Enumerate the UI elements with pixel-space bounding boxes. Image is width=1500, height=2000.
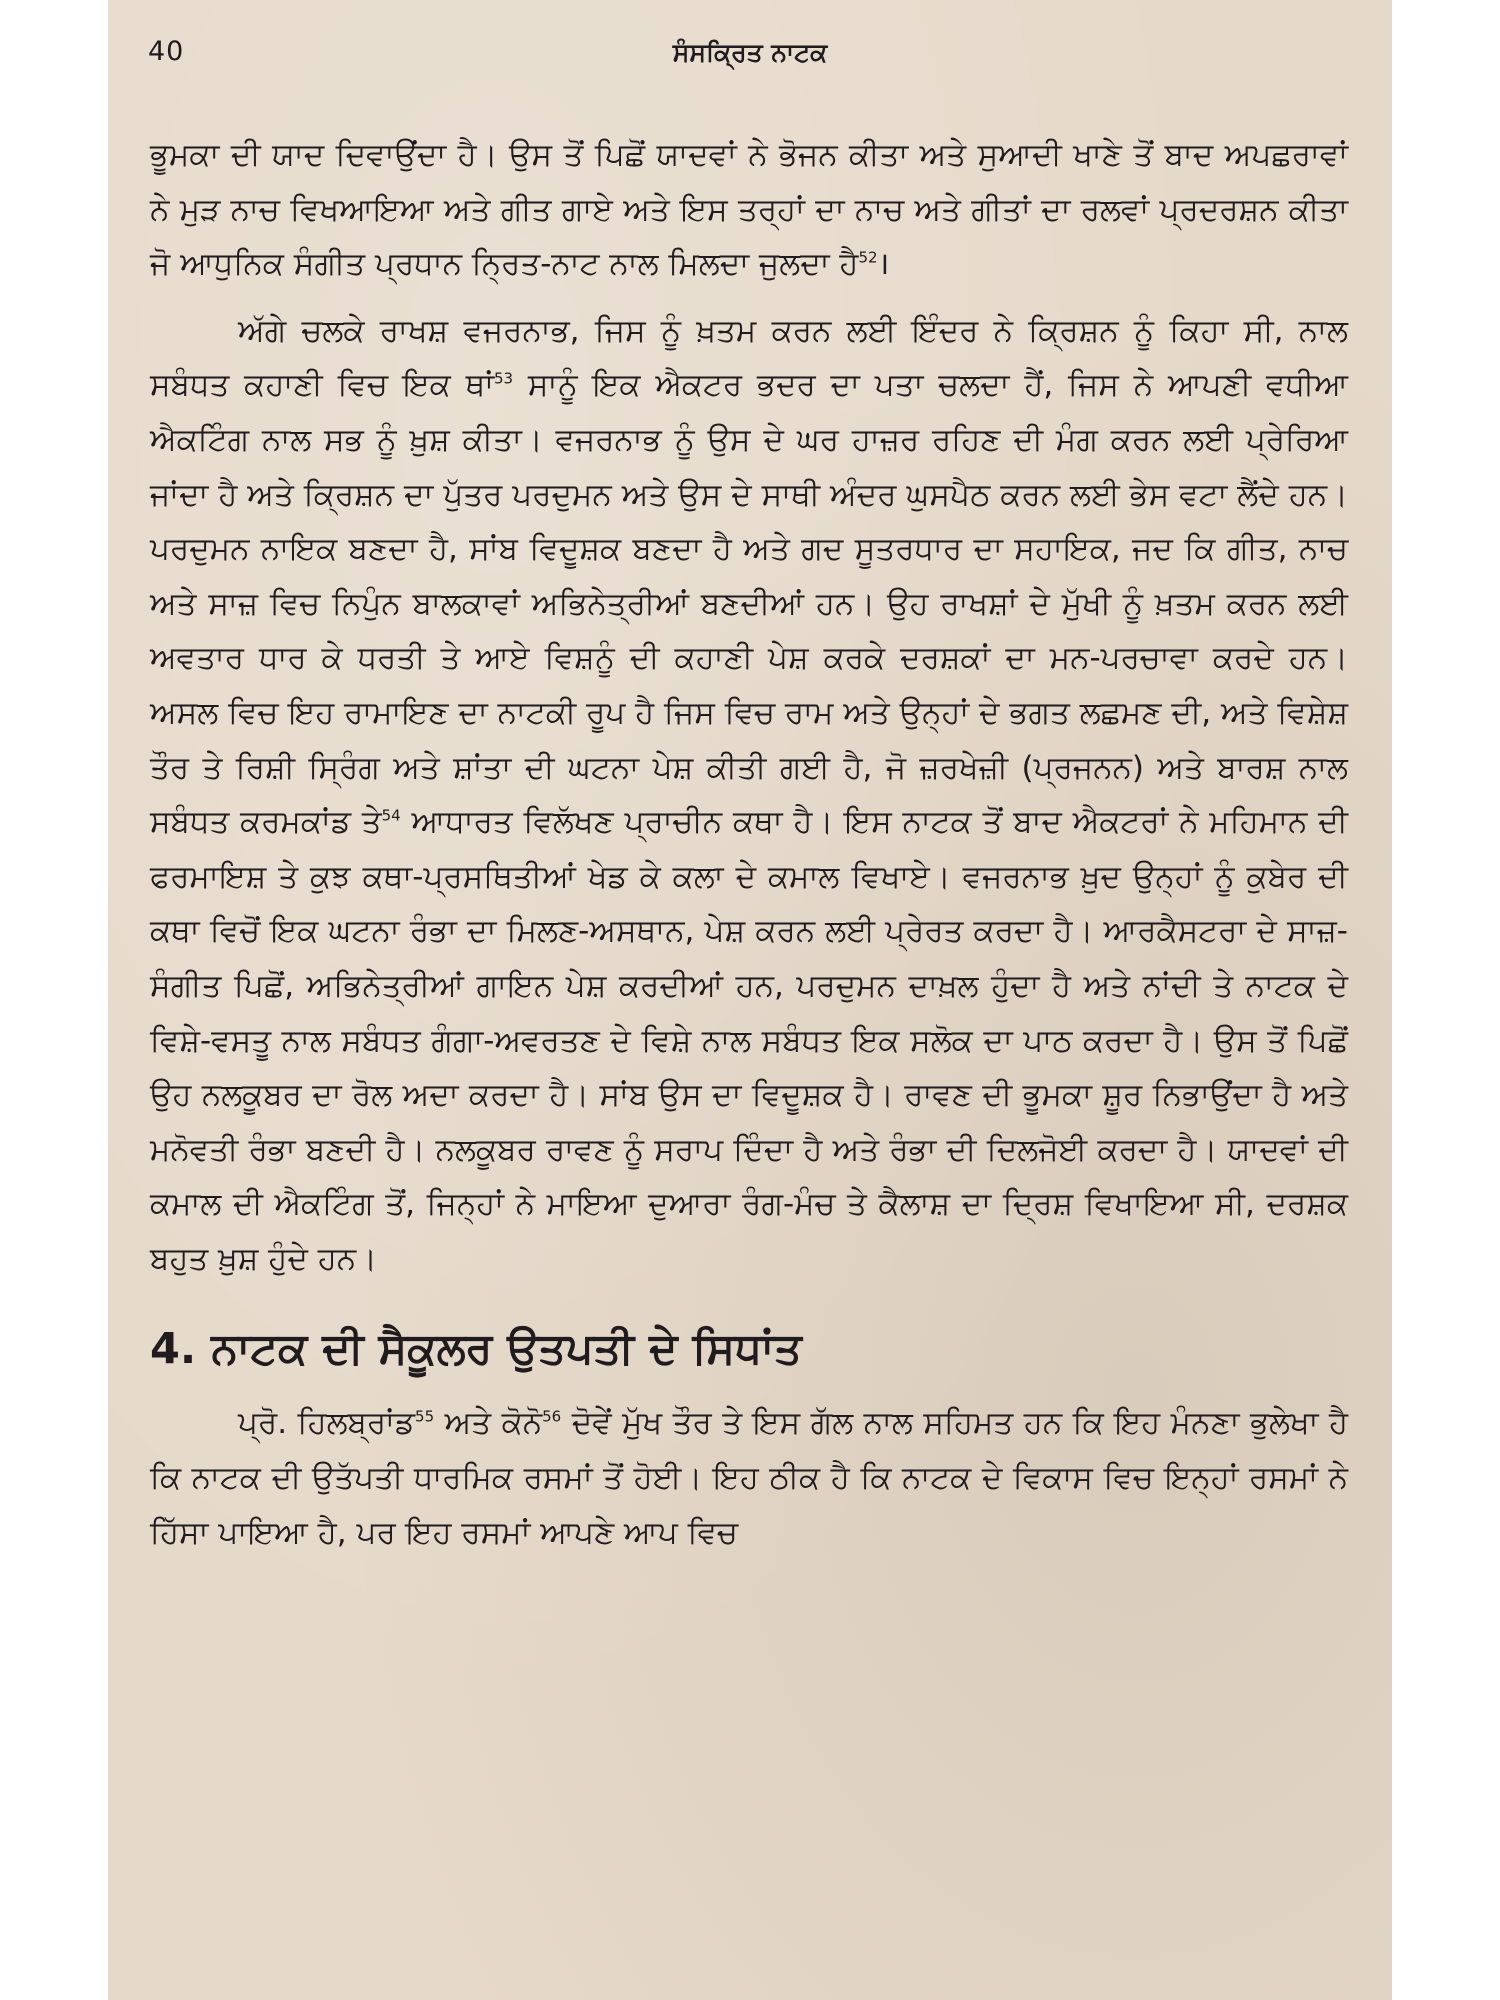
paragraph-text: ਸਾਨੂੰ ਇਕ ਐਕਟਰ ਭਦਰ ਦਾ ਪਤਾ ਚਲਦਾ ਹੈਂ, ਜਿਸ ਨੇ ਆਪਣੀ ਵਧੀਆ ਐਕਟਿੰਗ ਨਾਲ ਸਭ ਨੂੰ ਖ਼ੁਸ਼ ਕੀਤਾ। ਵਜਰਨਾਭ ਨੂੰ ਉਸ ਦੇ ਘਰ ਹਾਜ਼ਰ ਰਹਿਣ ਦੀ ਮੰਗ ਕਰਨ ਲਈ ਪ੍ਰੇਰਿਆ ਜਾਂਦਾ ਹੈ ਅਤੇ ਕ੍ਰਿਸ਼ਨ ਦਾ ਪੁੱਤਰ ਪਰਦੁਮਨ ਅਤੇ ਉਸ ਦੇ ਸਾਥੀ ਅੰਦਰ ਘੁਸਪੈਠ ਕਰਨ ਲਈ ਭੇਸ ਵਟਾ ਲੈਂਦੇ ਹਨ। ਪਰਦੁਮਨ ਨਾਇਕ ਬਣਦਾ ਹੈ, ਸਾਂਬ ਵਿਦੂਸ਼ਕ ਬਣਦਾ ਹੈ ਅਤੇ ਗਦ ਸੂਤਰਧਾਰ ਦਾ ਸਹਾਇਕ, ਜਦ ਕਿ ਗੀਤ, ਨਾਚ ਅਤੇ ਸਾਜ਼ ਵਿਚ ਨਿਪੁੰਨ ਬਾਲਕਾਵਾਂ ਅਭਿਨੇਤ੍ਰੀਆਂ ਬਣਦੀਆਂ ਹਨ। ਉਹ ਰਾਖਸ਼ਾਂ ਦੇ ਮੁੱਖੀ ਨੂੰ ਖ਼ਤਮ ਕਰਨ ਲਈ ਅਵਤਾਰ ਧਾਰ ਕੇ ਧਰਤੀ ਤੇ ਆਏ ਵਿਸ਼ਨੂੰ ਦੀ ਕਹਾਣੀ ਪੇਸ਼ ਕਰਕੇ ਦਰਸ਼ਕਾਂ ਦਾ ਮਨ-ਪਰਚਾਵਾ ਕਰਦੇ ਹਨ। ਅਸਲ ਵਿਚ ਇਹ ਰਾਮਾਇਣ ਦਾ ਨਾਟਕੀ ਰੂਪ ਹੈ ਜਿਸ ਵਿਚ ਰਾਮ ਅਤੇ ਉਨ੍ਹਾਂ ਦੇ ਭਗਤ ਲਛਮਣ ਦੀ, ਅਤੇ ਵਿਸ਼ੇਸ਼ ਤੌਰ ਤੇ ਰਿਸ਼ੀ ਸ੍ਰਿੰਗ ਅਤੇ ਸ਼ਾਂਤਾ ਦੀ ਘਟਨਾ ਪੇਸ਼ ਕੀਤੀ ਗਈ ਹੈ, ਜੋ ਜ਼ਰਖੇਜ਼ੀ (ਪ੍ਰਜਨਨ) ਅਤੇ ਬਾਰਸ਼ ਨਾਲ ਸਬੰਧਤ ਕਰਮਕਾਂਡ ਤੇ (150, 367, 1349, 841)
footnote-marker: 54 (381, 806, 401, 825)
section-heading: 4. ਨਾਟਕ ਦੀ ਸੈਕੂਲਰ ਉਤਪਤੀ ਦੇ ਸਿਧਾਂਤ (150, 1324, 802, 1375)
paragraph-text: ਪ੍ਰੋ. ਹਿਲਬ੍ਰਾਂਡ (238, 1405, 416, 1442)
book-title: ਸੰਸਕ੍ਰਿਤ ਨਾਟਕ (672, 38, 828, 67)
paragraph-text: ਆਧਾਰਤ ਵਿਲੱਖਣ ਪ੍ਰਾਚੀਨ ਕਥਾ ਹੈ। ਇਸ ਨਾਟਕ ਤੋਂ ਬਾਦ ਐਕਟਰਾਂ ਨੇ ਮਹਿਮਾਨ ਦੀ ਫਰਮਾਇਸ਼ ਤੇ ਕੁਝ ਕਥਾ-ਪ੍ਰਸਥਿਤੀਆਂ ਖੇਡ ਕੇ ਕਲਾ ਦੇ ਕਮਾਲ ਵਿਖਾਏ। ਵਜਰਨਾਭ ਖ਼ੁਦ ਉਨ੍ਹਾਂ ਨੂੰ ਕੁਬੇਰ ਦੀ ਕਥਾ ਵਿਚੋਂ ਇਕ ਘਟਨਾ ਰੰਭਾ ਦਾ ਮਿਲਣ-ਅਸਥਾਨ, ਪੇਸ਼ ਕਰਨ ਲਈ ਪ੍ਰੇਰਤ ਕਰਦਾ ਹੈ। ਆਰਕੈਸਟਰਾ ਦੇ ਸਾਜ਼-ਸੰਗੀਤ ਪਿਛੋਂ, ਅਭਿਨੇਤ੍ਰੀਆਂ ਗਾਇਨ ਪੇਸ਼ ਕਰਦੀਆਂ ਹਨ, ਪਰਦੁਮਨ ਦਾਖ਼ਲ ਹੁੰਦਾ ਹੈ ਅਤੇ ਨਾਂਦੀ ਤੇ ਨਾਟਕ ਦੇ ਵਿਸ਼ੇ-ਵਸਤੂ ਨਾਲ ਸਬੰਧਤ ਗੰਗਾ-ਅਵਰਤਣ ਦੇ ਵਿਸ਼ੇ ਨਾਲ ਸਬੰਧਤ ਇਕ ਸਲੋਕ ਦਾ ਪਾਠ ਕਰਦਾ ਹੈ। ਉਸ ਤੋਂ ਪਿਛੋਂ ਉਹ ਨਲਕੂਬਰ ਦਾ ਰੋਲ ਅਦਾ ਕਰਦਾ ਹੈ। ਸਾਂਬ ਉਸ ਦਾ ਵਿਦੂਸ਼ਕ ਹੈ। ਰਾਵਣ ਦੀ ਭੂਮਕਾ ਸ਼ੂਰ ਨਿਭਾਉਂਦਾ ਹੈ ਅਤੇ ਮਨੋਵਤੀ ਰੰਭਾ ਬਣਦੀ ਹੈ। ਨਲਕੂਬਰ ਰਾਵਣ ਨੂੰ ਸਰਾਪ ਦਿੰਦਾ ਹੈ ਅਤੇ ਰੰਭਾ ਦੀ ਦਿਲਜੋਈ ਕਰਦਾ ਹੈ। ਯਾਦਵਾਂ ਦੀ ਕਮਾਲ ਦੀ ਐਕਟਿੰਗ ਤੋਂ, ਜਿਨ੍ਹਾਂ ਨੇ ਮਾਇਆ ਦੁਆਰਾ ਰੰਗ-ਮੰਚ ਤੇ ਕੈਲਾਸ਼ ਦਾ ਦ੍ਰਿਸ਼ ਵਿਖਾਇਆ ਸੀ, ਦਰਸ਼ਕ ਬਹੁਤ ਖ਼ੁਸ਼ ਹੁੰਦੇ ਹਨ। (150, 804, 1348, 1277)
footnote-marker: 56 (542, 1408, 562, 1427)
footnote-marker: 55 (415, 1408, 435, 1427)
running-head (148, 36, 1352, 76)
paragraph-text: ਭੂਮਕਾ ਦੀ ਯਾਦ ਦਿਵਾਉਂਦਾ ਹੈ। ਉਸ ਤੋਂ ਪਿਛੋਂ ਯਾਦਵਾਂ ਨੇ ਭੋਜਨ ਕੀਤਾ ਅਤੇ ਸੁਆਦੀ ਖਾਣੇ ਤੋਂ ਬਾਦ ਅਪਛਰਾਵਾਂ ਨੇ ਮੁੜ ਨਾਚ ਵਿਖਆਇਆ ਅਤੇ ਗੀਤ ਗਾਏ ਅਤੇ ਇਸ ਤਰ੍ਹਾਂ ਦਾ ਨਾਚ ਅਤੇ ਗੀਤਾਂ ਦਾ ਰਲਵਾਂ ਪ੍ਰਦਰਸ਼ਨ ਕੀਤਾ ਜੋ ਆਧੁਨਿਕ ਸੰਗੀਤ ਪ੍ਰਧਾਨ ਨ੍ਰਿਤ-ਨਾਟ ਨਾਲ ਮਿਲਦਾ ਜੁਲਦਾ ਹੈ (150, 137, 1348, 283)
paragraph-text: ਅੱਗੇ ਚਲਕੇ ਰਾਖਸ਼ ਵਜਰਨਾਭ, ਜਿਸ ਨੂੰ ਖ਼ਤਮ ਕਰਨ ਲਈ ਇੰਦਰ ਨੇ ਕ੍ਰਿਸ਼ਨ ਨੂੰ ਕਿਹਾ ਸੀ, ਨਾਲ ਸਬੰਧਤ ਕਹਾਣੀ ਵਿਚ ਇਕ ਥਾਂ (150, 312, 1348, 404)
paragraph-text: ਅਤੇ ਕੋਨੋ (434, 1405, 543, 1442)
page-number: 40 (148, 36, 185, 67)
paragraph-continuation (150, 128, 1348, 292)
paragraph-vajranabh (150, 304, 1348, 1287)
book-page-scan (108, 0, 1392, 2000)
paragraph-text: ਦੋਵੇਂ ਮੁੱਖ ਤੌਰ ਤੇ ਇਸ ਗੱਲ ਨਾਲ ਸਹਿਮਤ ਹਨ ਕਿ ਇਹ ਮੰਨਣਾ ਭੁਲੇਖਾ ਹੈ ਕਿ ਨਾਟਕ ਦੀ ਉਤੱਪਤੀ ਧਾਰਮਿਕ ਰਸਮਾਂ ਤੋਂ ਹੋਈ। ਇਹ ਠੀਕ ਹੈ ਕਿ ਨਾਟਕ ਦੇ ਵਿਕਾਸ ਵਿਚ ਇਨ੍ਹਾਂ ਰਸਮਾਂ ਨੇ ਹਿੱਸਾ ਪਾਇਆ ਹੈ, ਪਰ ਇਹ ਰਸਮਾਂ ਆਪਣੇ ਆਪ ਵਿਚ (150, 1405, 1348, 1551)
paragraph-tail: । (877, 246, 890, 283)
footnote-marker: 53 (494, 370, 514, 389)
paragraph-section-intro (150, 1396, 1348, 1560)
footnote-marker: 52 (858, 248, 878, 267)
body-text (150, 128, 1348, 1560)
